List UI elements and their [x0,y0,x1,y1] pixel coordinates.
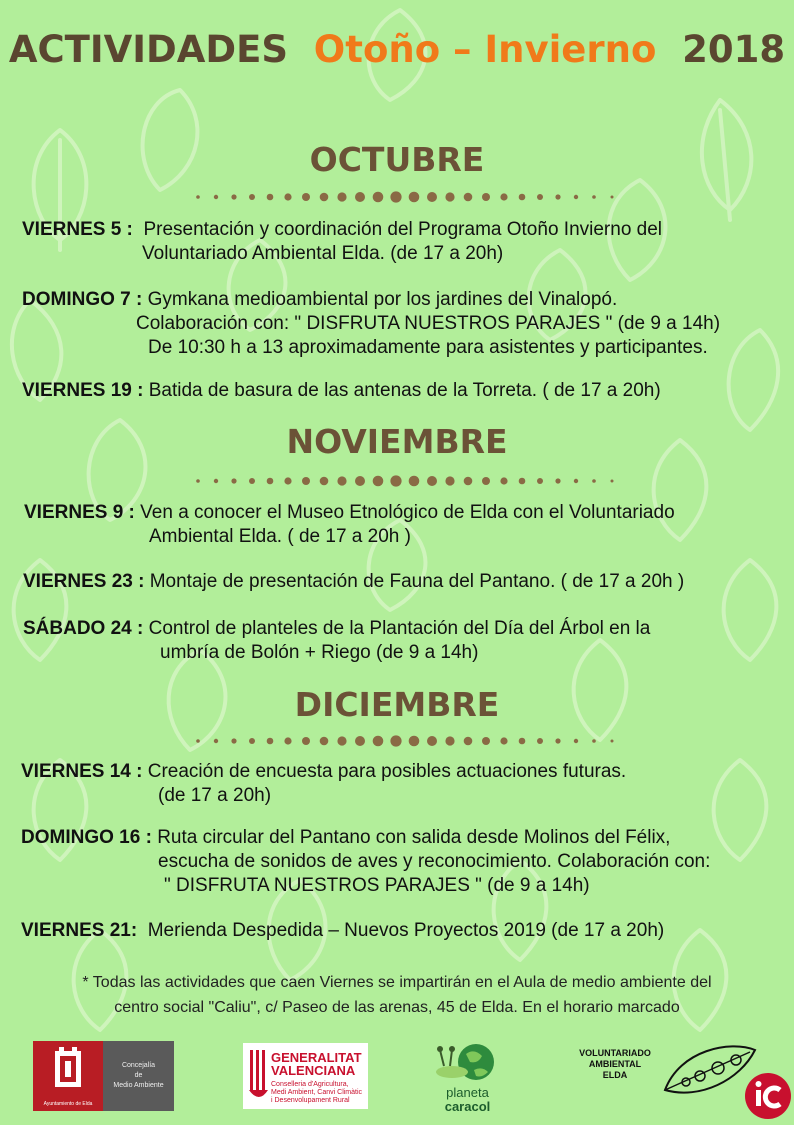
planeta-caracol-wordmark [430,1086,505,1114]
event-day: VIERNES 23 : [23,571,145,592]
footnote-line: * Todas las actividades que caen Viernes se impartirán en el Aula de medio ambiente del [82,974,712,991]
planeta-line: planeta [446,1085,489,1100]
dotted-divider [190,190,620,204]
event-desc: Control de planteles de la Plantación del Día del Árbol en la [148,618,651,639]
title-season: Otoño – Invierno [313,28,657,71]
event-noviembre-2 [23,570,684,594]
event-desc: Merienda Despedida – Nuevos Proyectos 2019 (de 17 a 20h) [147,920,665,941]
event-day: SÁBADO 24 : [23,618,144,639]
event-desc: escucha de sonidos de aves y reconocimiento. Colaboración con: [158,851,711,872]
event-noviembre-1 [24,501,675,549]
gva-sub-line: Conselleria d'Agricultura, [271,1081,349,1088]
event-day: VIERNES 21: [21,920,138,941]
gva-title [271,1051,362,1077]
event-noviembre-3 [23,617,650,665]
event-desc: De 10:30 h a 13 aproximadamente para asistentes y participantes. [148,337,708,358]
dotted-divider [190,474,620,488]
event-day: VIERNES 9 : [24,502,135,523]
gva-title-line: GENERALITAT [271,1050,362,1065]
event-desc: Presentación y coordinación del Programa Otoño Invierno del [143,219,663,240]
elda-caption: Ayuntamiento de Elda [43,1101,93,1107]
event-desc: Ruta circular del Pantano con salida desde Molinos del Félix, [157,827,671,848]
dotted-divider [190,734,620,748]
elda-concejalia [103,1041,174,1111]
ic-brand-logo [744,1072,792,1120]
gva-subtitle [271,1081,362,1105]
month-heading-octubre: OCTUBRE [309,140,485,179]
footnote [20,970,774,1020]
event-diciembre-3 [21,919,664,943]
planeta-line: caracol [444,1099,491,1114]
vae-wordmark [560,1048,670,1081]
event-desc: Ven a conocer el Museo Etnológico de Elda con el Voluntariado [140,502,675,523]
event-day: VIERNES 5 : [22,219,133,240]
event-desc: (de 17 a 20h) [158,785,272,806]
event-day: VIERNES 19 : [22,380,144,401]
event-desc: Creación de encuesta para posibles actuaciones futuras. [147,761,627,782]
event-desc: Gymkana medioambiental por los jardines del Vinalopó. [147,289,618,310]
vae-line: AMBIENTAL [588,1059,642,1069]
ayuntamiento-elda-logo [33,1041,174,1111]
poster-title [0,28,794,71]
event-desc: umbría de Bolón + Riego (de 9 a 14h) [160,642,479,663]
event-diciembre-2 [21,826,710,898]
event-desc: " DISFRUTA NUESTROS PARAJES " (de 9 a 14h) [164,875,590,896]
gva-sub-line: i Desenvolupament Rural [271,1097,350,1104]
title-prefix: ACTIVIDADES [8,28,289,71]
vae-line: ELDA [602,1070,628,1080]
title-year: 2018 [682,28,786,71]
event-diciembre-1 [21,760,626,808]
event-octubre-1 [22,218,662,266]
generalitat-valenciana-logo [243,1043,368,1109]
gva-title-line: VALENCIANA [271,1063,356,1078]
vae-line: VOLUNTARIADO [579,1048,651,1058]
footnote-line: centro social "Caliu", c/ Paseo de las arenas, 45 de Elda. En el horario marcado [114,999,680,1016]
event-day: VIERNES 14 : [21,761,143,782]
gva-emblem-icon [246,1046,272,1106]
ic-badge-icon [744,1072,792,1120]
snail-globe-icon [430,1036,505,1086]
event-octubre-3 [22,379,661,403]
month-heading-diciembre: DICIEMBRE [294,685,500,724]
elda-shield [33,1041,103,1111]
event-day: DOMINGO 7 : [22,289,143,310]
event-desc: Batida de basura de las antenas de la Torreta. ( de 17 a 20h) [148,380,661,401]
voluntariado-ambiental-elda-logo [560,1040,760,1100]
planeta-caracol-logo [430,1036,505,1116]
event-day: DOMINGO 16 : [21,827,152,848]
elda-concejalia-line: Concejalía [121,1062,156,1069]
event-desc: Montaje de presentación de Fauna del Pantano. ( de 17 a 20h ) [149,571,685,592]
event-octubre-2 [22,288,720,360]
event-desc: Ambiental Elda. ( de 17 a 20h ) [149,526,411,547]
gva-sub-line: Medi Ambient, Canvi Climàtic [271,1089,363,1096]
event-desc: Colaboración con: " DISFRUTA NUESTROS PARAJES " (de 9 a 14h) [136,313,721,334]
month-heading-noviembre: NOVIEMBRE [286,422,508,461]
event-desc: Voluntariado Ambiental Elda. (de 17 a 20h) [142,243,504,264]
elda-concejalia-line: Medio Ambiente [113,1082,164,1089]
elda-concejalia-line: de [134,1072,143,1079]
